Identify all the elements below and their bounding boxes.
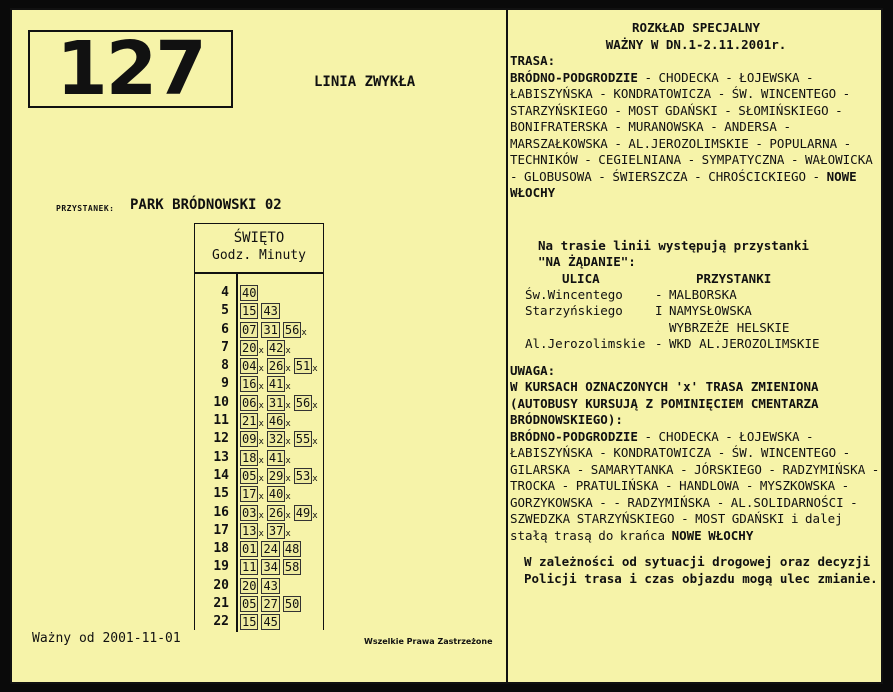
warning-label: UWAGA: [510,362,556,378]
departure-minute [240,303,258,319]
header-divider [195,272,323,274]
on-demand-line1: Na trasie linii występują przystanki [538,237,809,253]
departure-minute [267,523,291,539]
minutes-cell [240,596,304,612]
minutes-cell [240,559,304,575]
minute-value: 56 [295,395,311,410]
route-change-mark: x [258,528,264,539]
route-change-mark: x [285,345,291,356]
hour-cell: 4 [221,285,229,300]
route-change-mark: x [258,510,264,521]
hour-cell: 6 [221,321,229,337]
minutes-cell [240,541,304,557]
departure-minute [240,541,258,557]
route-body: - CHODECKA - ŁOJEWSKA - ŁABISZYŃSKA - KONDRATOWICZA - ŚW. WINCENTEGO - STARZYŃSKIEGO - MOST GDAŃSKI - SŁOMIŃSKIEGO - BONIFRATERSKA - MURANOWSKA - ANDERSA - MARSZAŁKOWSKA - AL.JEROZOLIMSKIE - POPULARNA - TECHNIKÓW - CEGIELNIANA - SYMPATYCZNA - WAŁOWICKA - GLOBUSOWA - ŚWIERSZCZA - CHROŚCICKIEGO - [510,69,873,184]
route-change-mark: x [285,528,291,539]
on-demand-line2: "NA ŻĄDANIE": [538,254,636,269]
minute-value: 15 [242,304,257,319]
departure-minute [240,559,258,575]
minutes-cell [240,285,261,301]
minutes-cell [240,486,294,502]
route-change-mark: x [258,400,264,411]
minute-value: 41 [268,450,284,465]
minute-value: 20 [242,578,257,593]
minute-value: 50 [284,597,300,612]
hour-cell: 15 [213,486,229,502]
departure-minute [261,596,279,612]
hour-cell: 5 [221,303,229,319]
table-row [195,485,323,503]
special-title: ROZKŁAD SPECJALNY [632,20,760,35]
departure-minute [240,523,264,539]
route-change-mark: x [312,364,318,375]
departure-minute [240,486,264,502]
route-change-mark: x [285,473,291,484]
connector-mark: - [655,336,663,351]
hour-cell: 11 [213,413,229,429]
departure-minute [267,486,291,502]
table-row [195,540,323,558]
minutes-cell [240,376,294,392]
departure-minute [240,431,264,447]
stop-label: PRZYSTANEK: [56,204,115,213]
minute-value: 24 [263,542,278,557]
departure-minute [240,358,264,374]
minute-value: 41 [268,377,284,392]
route-label: TRASA: [510,53,556,68]
route-change-mark: x [258,437,264,448]
minutes-cell [240,322,310,338]
departure-minute [240,596,258,612]
minutes-cell [240,303,283,319]
table-row [195,522,323,540]
alt-route-body: - CHODECKA - ŁOJEWSKA - ŁABISZYŃSKA - KONDRATOWICZA - ŚW. WINCENTEGO - GILARSKA - SAMARYTANKA - JÓRSKIEGO - RADZYMIŃSKA - TROCKA - PRATULIŃSKA - HANDLOWA - MYSZKOWSKA - GORZYKOWSKA - - RADZYMIŃSKA - AL.SOLIDARNOŚCI - SZWEDZKA STARZYŃSKIEGO - MOST GDAŃSKI i dalej stałą trasą do krańca [510,428,880,543]
minutes-cell [240,523,294,539]
departure-minute [240,285,258,301]
table-row [195,375,323,393]
departure-minute [261,322,279,338]
route-change-mark: x [258,492,264,503]
table-row [195,449,323,467]
departure-minute [240,395,264,411]
departure-minute [294,431,318,447]
minute-value: 55 [295,432,311,447]
hour-cell: 20 [213,577,229,593]
departure-minute [283,596,301,612]
line-number: 127 [28,30,233,108]
column-stops: PRZYSTANKI [696,270,772,286]
minutes-cell [240,358,321,374]
departure-minute [267,413,291,429]
minutes-cell [240,431,321,447]
route-change-mark: x [285,455,291,466]
minute-value: 27 [263,597,278,612]
departure-minute [294,358,318,374]
minutes-cell [240,505,321,521]
stop-name: NAMYSŁOWSKA [669,303,752,318]
minute-value: 43 [263,304,278,319]
departure-minute [261,559,279,575]
route-change-mark: x [285,437,291,448]
minute-value: 43 [263,578,278,593]
route-start: BRÓDNO-PODGRODZIE [510,69,638,85]
minute-value: 09 [242,432,257,447]
minute-value: 20 [242,340,257,355]
minute-value: 04 [242,359,257,374]
departure-minute [294,468,318,484]
departure-minute [267,450,291,466]
route-change-mark: x [258,364,264,375]
route-change-mark: x [312,437,318,448]
departure-minute [294,395,318,411]
connector-mark: I [655,303,663,318]
departure-minute [283,559,301,575]
copyright-note: Wszelkie Prawa Zastrzeżone [364,637,493,646]
minute-value: 06 [242,395,257,410]
route-change-mark: x [258,455,264,466]
departure-table [194,223,324,630]
stop-name: PARK BRÓDNOWSKI 02 [130,197,282,213]
hour-cell: 9 [221,376,229,392]
list-item [525,320,870,337]
table-header: Godz. Minuty [212,248,306,263]
hour-cell: 10 [213,394,229,410]
minutes-cell [240,578,283,594]
table-row [195,302,323,320]
departure-minute [240,413,264,429]
route-change-mark: x [285,419,291,430]
departure-minute [240,340,264,356]
alt-route-end: NOWE WŁOCHY [671,527,754,543]
on-demand-heading [510,238,882,271]
traffic-note: W zależności od sytuacji drogowej oraz decyzji Policji trasa i czas objazdu mogą ulec zmianie. [524,554,878,586]
table-row [195,595,323,613]
minute-value: 17 [242,487,257,502]
hour-cell: 18 [213,541,229,557]
departure-minute [240,578,258,594]
minute-value: 26 [268,359,284,374]
hour-cell: 17 [213,522,229,538]
departure-minute [283,541,301,557]
minute-value: 18 [242,450,257,465]
warning-section [510,363,882,429]
list-item [525,287,870,304]
minute-value: 34 [263,560,278,575]
alt-route-start: BRÓDNO-PODGRODZIE [510,428,638,444]
departure-minute [267,505,291,521]
column-divider [506,10,508,682]
day-type: ŚWIĘTO [233,230,285,246]
column-street: ULICA [562,270,600,286]
special-date: WAŻNY W DN.1-2.11.2001r. [605,36,787,52]
departure-rows [195,284,323,632]
route-change-mark: x [301,327,307,338]
departure-minute [240,376,264,392]
table-row [195,504,323,522]
minute-value: 58 [284,560,300,575]
hour-cell: 12 [213,431,229,447]
route-change-mark: x [285,382,291,393]
minute-value: 53 [295,468,311,483]
route-change-mark: x [285,364,291,375]
hour-cell: 13 [213,449,229,465]
table-row [195,394,323,412]
minute-value: 26 [268,505,284,520]
minute-value: 42 [268,340,284,355]
departure-minute [240,614,258,630]
minute-value: 32 [268,432,284,447]
departure-minute [267,431,291,447]
minutes-cell [240,614,283,630]
hour-cell: 22 [213,614,229,630]
connector-mark: - [655,286,663,302]
table-row [195,412,323,430]
minute-value: 03 [242,505,257,520]
minute-value: 56 [284,322,300,337]
departure-minute [240,450,264,466]
list-item [525,303,870,320]
departure-minute [240,505,264,521]
hour-cell: 8 [221,358,229,374]
minutes-cell [240,450,294,466]
valid-from: Ważny od 2001-11-01 [32,631,181,646]
route-change-mark: x [312,400,318,411]
minute-value: 37 [268,523,284,538]
route-change-mark: x [312,473,318,484]
minute-value: 21 [242,414,257,429]
minutes-cell [240,340,294,356]
route-end: NOWE WŁOCHY [510,168,857,200]
minute-value: 31 [268,395,284,410]
departure-minute [261,614,279,630]
hour-cell: 7 [221,339,229,355]
minutes-cell [240,395,321,411]
minute-value: 48 [284,542,300,557]
street-name: Św.Wincentego [525,286,623,302]
route-change-mark: x [285,492,291,503]
departure-minute [240,468,264,484]
route-change-mark: x [258,382,264,393]
street-name: Al.Jerozolimskie [525,336,646,351]
minute-value: 01 [242,542,257,557]
stop-name: WYBRZEŻE HELSKIE [669,319,790,335]
minute-value: 40 [242,286,257,300]
departure-minute [294,505,318,521]
route-change-mark: x [258,345,264,356]
departure-minute [261,303,279,319]
departure-minute [267,468,291,484]
timetable-sheet [10,8,883,684]
minute-value: 29 [268,468,284,483]
table-row [195,613,323,631]
minute-value: 05 [242,468,257,483]
street-name: Starzyńskiego [525,303,623,318]
minute-value: 16 [242,377,257,392]
minute-value: 49 [295,505,311,520]
route-change-mark: x [312,510,318,521]
hour-cell: 14 [213,467,229,483]
special-schedule-panel [510,10,882,587]
table-row [195,577,323,595]
hour-cell: 16 [213,504,229,520]
route-change-mark: x [258,419,264,430]
departure-minute [240,322,258,338]
list-item [525,336,870,353]
table-row [195,558,323,576]
stop-name: MALBORSKA [669,286,737,302]
departure-minute [261,578,279,594]
line-type: LINIA ZWYKŁA [314,74,416,90]
table-row [195,430,323,448]
minute-value: 31 [263,322,278,337]
departure-minute [267,340,291,356]
minute-value: 11 [242,560,257,575]
minute-value: 07 [242,322,257,337]
minute-value: 46 [268,414,284,429]
stop-name: WKD AL.JEROZOLIMSKIE [669,336,820,351]
minute-value: 05 [242,597,257,612]
route-description [510,70,882,202]
departure-minute [283,322,307,338]
warning-text: W KURSACH OZNACZONYCH 'x' TRASA ZMIENIONA (AUTOBUSY KURSUJĄ Z POMINIĘCIEM CMENTARZA BRÓDNOWSKIEGO): [510,379,819,427]
minute-value: 51 [295,359,311,374]
route-change-mark: x [285,400,291,411]
departure-minute [267,358,291,374]
hour-cell: 19 [213,559,229,575]
alternative-route [510,429,882,545]
table-row [195,284,323,302]
table-row [195,357,323,375]
minutes-cell [240,413,294,429]
route-change-mark: x [258,473,264,484]
table-row [195,321,323,339]
table-row [195,339,323,357]
minute-value: 45 [263,615,278,630]
table-row [195,467,323,485]
minute-value: 15 [242,615,257,630]
hour-cell: 21 [213,596,229,612]
route-change-mark: x [285,510,291,521]
minute-value: 13 [242,523,257,538]
departure-minute [261,541,279,557]
minutes-cell [240,468,321,484]
minute-value: 40 [268,487,284,502]
departure-minute [267,395,291,411]
on-demand-table [510,271,882,353]
departure-minute [267,376,291,392]
